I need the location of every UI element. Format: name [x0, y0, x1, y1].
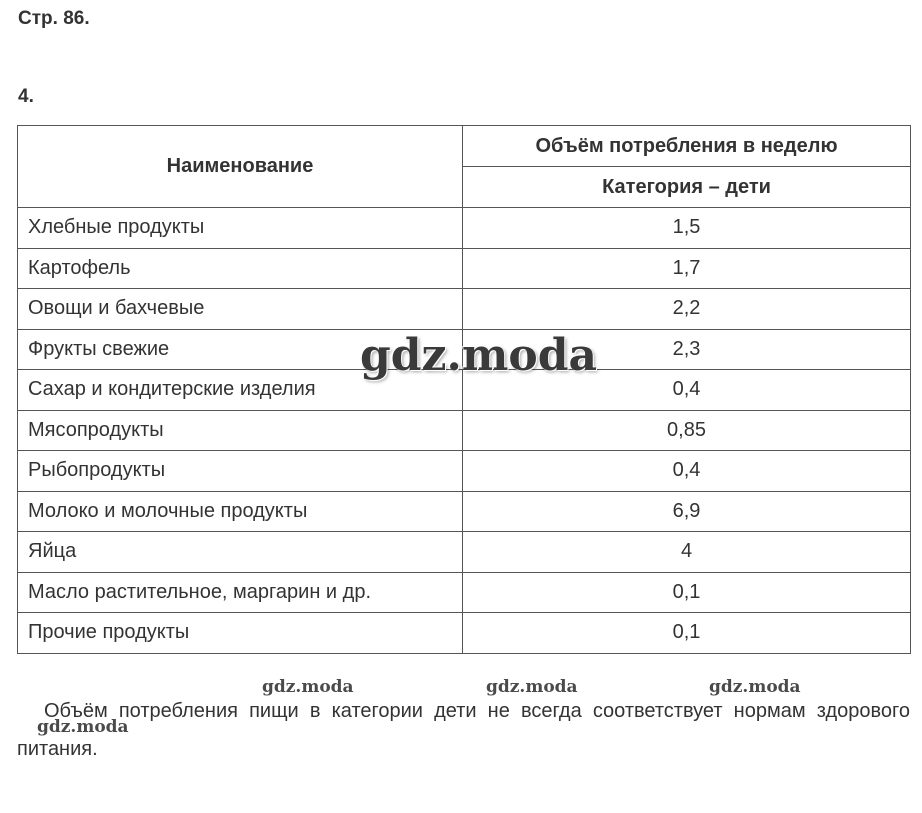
consumption-table [17, 125, 911, 654]
product-name: Масло растительное, маргарин и др. [18, 572, 463, 613]
watermark-small: gdz.moda [262, 677, 354, 697]
watermark-small: gdz.moda [486, 677, 578, 697]
table-row [18, 491, 911, 532]
table-row [18, 572, 911, 613]
product-name: Мясопродукты [18, 410, 463, 451]
header-volume: Объём потребления в неделю [463, 126, 911, 167]
watermark-small: gdz.moda [37, 717, 129, 737]
header-category: Категория – дети [463, 167, 911, 208]
table-row [18, 329, 911, 370]
product-name: Овощи и бахчевые [18, 289, 463, 330]
table-row [18, 532, 911, 573]
table-row [18, 208, 911, 249]
page-reference: Стр. 86. [18, 8, 90, 29]
product-name: Картофель [18, 248, 463, 289]
table-header-row [18, 126, 911, 167]
watermark-small: gdz.moda [709, 677, 801, 697]
table-row [18, 451, 911, 492]
product-value: 0,1 [463, 572, 911, 613]
product-value: 6,9 [463, 491, 911, 532]
product-value: 0,1 [463, 613, 911, 654]
table-row [18, 248, 911, 289]
product-name: Сахар и кондитерские изделия [18, 370, 463, 411]
product-value: 0,85 [463, 410, 911, 451]
product-name: Прочие продукты [18, 613, 463, 654]
product-name: Рыбопродукты [18, 451, 463, 492]
product-name: Яйца [18, 532, 463, 573]
product-name: Хлебные продукты [18, 208, 463, 249]
table-row [18, 370, 911, 411]
product-value: 2,3 [463, 329, 911, 370]
product-value: 1,7 [463, 248, 911, 289]
product-name: Фрукты свежие [18, 329, 463, 370]
product-name: Молоко и молочные продукты [18, 491, 463, 532]
conclusion-paragraph: Объём потребления пищи в категории дети не всегда соответствует нормам здорового питания. [17, 700, 910, 760]
product-value: 4 [463, 532, 911, 573]
table-row [18, 410, 911, 451]
header-name: Наименование [18, 126, 463, 208]
task-number: 4. [18, 86, 34, 107]
product-value: 0,4 [463, 370, 911, 411]
table-row [18, 289, 911, 330]
table-row [18, 613, 911, 654]
product-value: 2,2 [463, 289, 911, 330]
watermark-center: gdz.moda [360, 330, 598, 381]
product-value: 1,5 [463, 208, 911, 249]
product-value: 0,4 [463, 451, 911, 492]
